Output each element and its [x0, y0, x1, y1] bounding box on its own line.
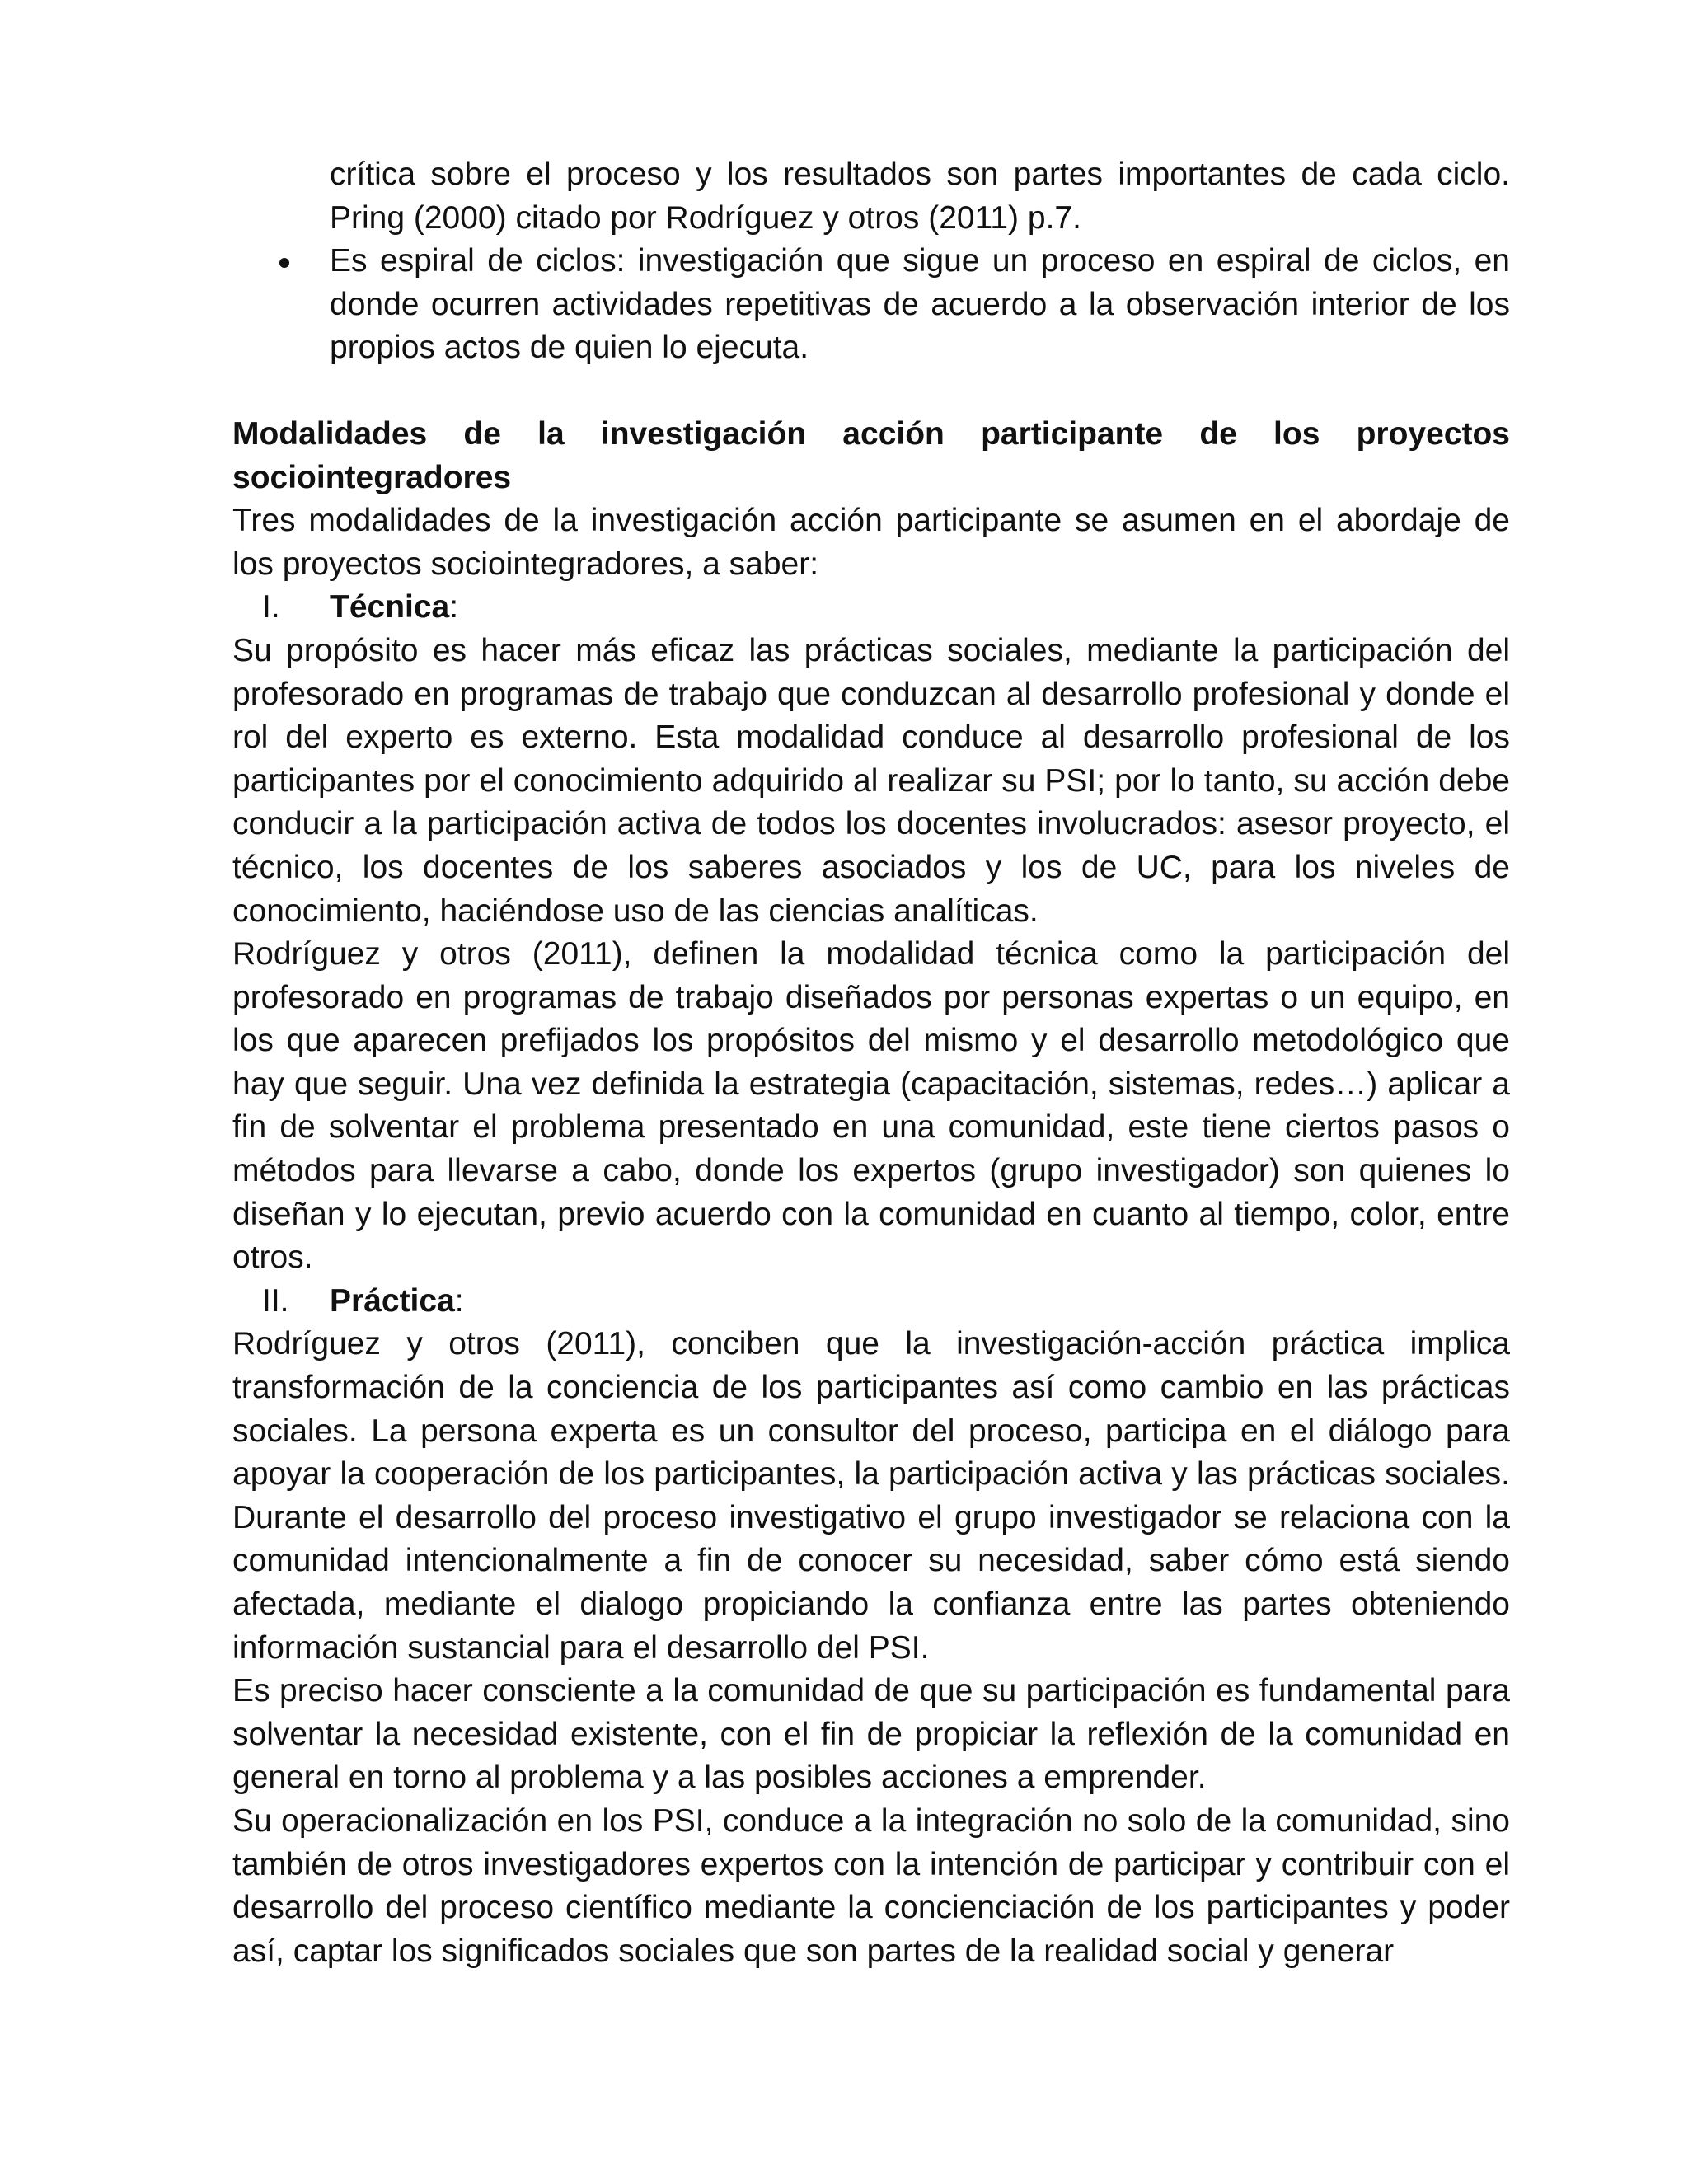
title-colon: :	[449, 589, 459, 626]
continuation-paragraph: crítica sobre el proceso y los resultados son partes importantes de cada ciclo. Pring (2000) citado por Rodríguez y otros (2011) p.7.	[330, 157, 1510, 236]
spacer	[232, 370, 1510, 413]
modality-title: Técnica	[330, 589, 450, 626]
body-paragraph: Rodríguez y otros (2011), definen la modalidad técnica como la participación del profesorado en programas de trabajo diseñados por personas expertas o un equipo, en los que aparecen prefijados los propósitos del mismo y el desarrollo metodológico que hay que seguir. Una vez definida la estrategia (capacitación, sistemas, redes…) aplicar a fin de solventar el problema presentado en una comunidad, este tiene ciertos pasos o métodos para llevarse a cabo, donde los expertos (grupo investigador) son quienes lo diseñan y lo ejecutan, previo acuerdo con la comunidad en cuanto al tiempo, color, entre otros.	[232, 936, 1510, 1276]
intro-paragraph: Tres modalidades de la investigación acción participante se asumen en el abordaje de los proyectos sociointegradores, a saber:	[232, 503, 1510, 582]
roman-numeral: II.	[262, 1282, 289, 1319]
bullet-list-item	[232, 240, 1510, 370]
body-paragraph: Es preciso hacer consciente a la comunidad de que su participación es fundamental para solventar la necesidad existente, con el fin de propiciar la reflexión de la comunidad en general en torno al problema y a las posibles acciones a emprender.	[232, 1673, 1510, 1796]
body-paragraph: Su propósito es hacer más eficaz las prácticas sociales, mediante la participación del profesorado en programas de trabajo que conduzcan al desarrollo profesional y donde el rol del experto es externo. Esta modalidad conduce al desarrollo profesional de los participantes por el conocimiento adquirido al realizar su PSI; por lo tanto, su acción debe conducir a la participación activa de todos los docentes involucrados: asesor proyecto, el técnico, los docentes de los saberes asociados y los de UC, para los niveles de conocimiento, haciéndose uso de las ciencias analíticas.	[232, 632, 1510, 929]
modality-title: Práctica	[330, 1282, 455, 1319]
modality-heading-tecnica	[232, 586, 1510, 630]
modality-heading-practica	[232, 1280, 1510, 1324]
body-paragraph: Su operacionalización en los PSI, conduce a la integración no solo de la comunidad, sino también de otros investigadores expertos con la intención de participar y contribuir con el desarrollo del proceso científico mediante la concienciación de los participantes y poder así, captar los significados sociales que son partes de la realidad social y generar	[232, 1802, 1510, 1969]
section-heading: Modalidades de la investigación acción participante de los proyectos sociointegradores	[232, 415, 1510, 495]
title-colon: :	[454, 1282, 464, 1319]
roman-numeral: I.	[262, 589, 280, 626]
bullet-icon	[279, 258, 289, 268]
body-paragraph: Rodríguez y otros (2011), conciben que la investigación-acción práctica implica transformación de la conciencia de los participantes así como cambio en las prácticas sociales. La persona experta es un consultor del proceso, participa en el diálogo para apoyar la cooperación de los participantes, la participación activa y las prácticas sociales. Durante el desarrollo del proceso investigativo el grupo investigador se relaciona con la comunidad intencionalmente a fin de conocer su necesidad, saber cómo está siendo afectada, mediante el dialogo propiciando la confianza entre las partes obteniendo información sustancial para el desarrollo del PSI.	[232, 1326, 1510, 1666]
document-page	[232, 153, 1510, 1973]
bullet-text: Es espiral de ciclos: investigación que sigue un proceso en espiral de ciclos, en donde ocurren actividades repetitivas de acuerdo a la observación interior de los propios actos de quien lo ejecuta.	[330, 243, 1510, 366]
